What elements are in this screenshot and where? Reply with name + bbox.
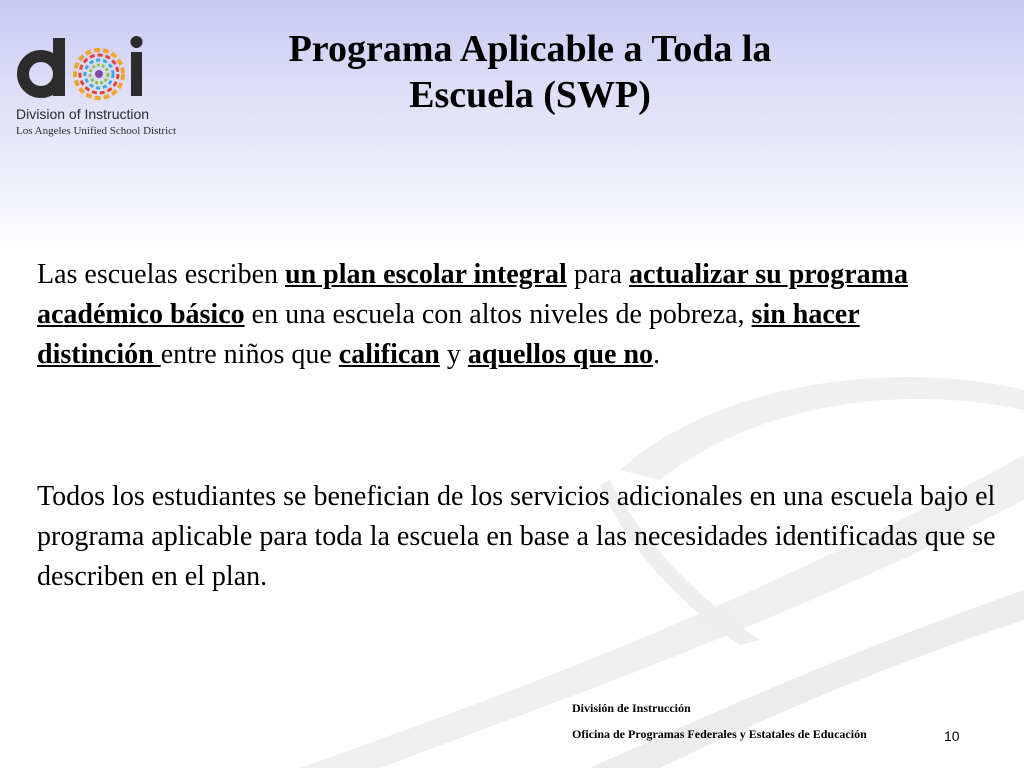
paragraph1-text-2: para (566, 259, 630, 290)
slide-title-line2: Escuela (SWP) (409, 74, 651, 116)
paragraph1-text-1: Las escuelas escriben (37, 259, 285, 290)
emphasis-integral-plan: un plan escolar integral (285, 259, 567, 290)
emphasis-no-distinction: sin hacer distinción (37, 299, 860, 370)
footer-division: División de Instrucción (572, 701, 691, 715)
slide-title (270, 26, 790, 118)
emphasis-those-who-dont: aquellos que no (467, 339, 654, 370)
page-number: 10 (944, 728, 960, 744)
doi-logo (14, 34, 177, 140)
paragraph-students-benefit: Todos los estudiantes se benefician de los servicios adicionales en una escuela bajo el programa aplicable para toda la escuela en base a las necesidades identificadas que se describen en el plan. (37, 481, 996, 592)
paragraph1-text-3: en una escuela con altos niveles de pobreza, (244, 299, 752, 330)
doi-logo-mark (16, 34, 150, 102)
emphasis-qualify: califican (338, 339, 440, 370)
paragraph1-text-5: y (439, 339, 468, 370)
emphasis-update-program: actualizar su programa académico básico (37, 259, 908, 330)
paragraph1-text-6: . (653, 339, 661, 370)
paragraph1-text-4: entre niños que (160, 339, 339, 370)
logo-division-label: Division of Instruction (16, 106, 150, 122)
logo-district-label: Los Angeles Unified School District (16, 125, 177, 137)
footer-office: Oficina de Programas Federales y Estatales de Educación (572, 727, 867, 741)
paragraph-swp-plan (37, 255, 977, 375)
slide-title-line1: Programa Aplicable a Toda la (288, 28, 772, 70)
